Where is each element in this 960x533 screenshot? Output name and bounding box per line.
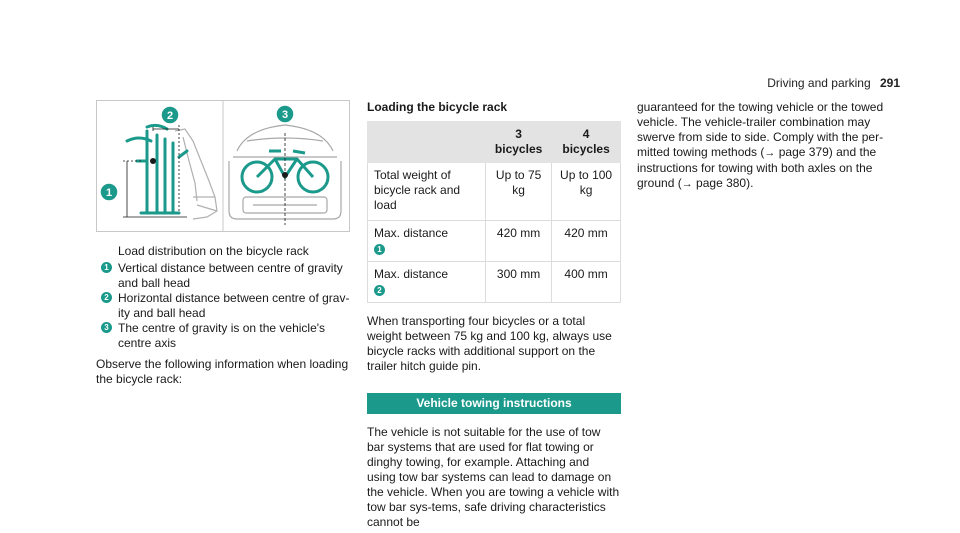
loading-table xyxy=(367,121,621,303)
value-4-bicycles: 400 mm xyxy=(552,262,621,303)
table-header-row xyxy=(368,122,621,163)
running-header xyxy=(767,76,900,90)
table-header-blank xyxy=(368,122,486,163)
bicycle-rack-figure xyxy=(96,100,350,232)
value-3-bicycles: Up to 75 kg xyxy=(486,163,552,221)
figure-legend xyxy=(96,261,350,351)
four-bicycles-note: When transporting four bicycles or a total weight between 75 kg and 100 kg, always use bicycle racks with additional support on the trailer hitch guide pin. xyxy=(367,314,612,373)
table-header-4-bicycles: 4 bicycles xyxy=(552,122,621,163)
svg-text:3: 3 xyxy=(281,109,289,121)
legend-text: Horizontal distance between centre of grav-ity and ball head xyxy=(118,291,350,320)
marker-2 xyxy=(161,106,179,124)
value-4-bicycles: 420 mm xyxy=(552,221,621,262)
value-4-bicycles: Up to 100 kg xyxy=(552,163,621,221)
left-column xyxy=(96,100,350,387)
row-label: Max. distance 2 xyxy=(368,262,486,303)
table-row xyxy=(368,221,621,262)
value-3-bicycles: 300 mm xyxy=(486,262,552,303)
section-body: The vehicle is not suitable for the use of tow bar systems that are used for flat towing or dinghy towing, for example. Attaching and using tow bar systems can lead to damage on the vehicle. When you are towing a vehicle with tow bar sys-tems, safe driving characteristics cannot be xyxy=(367,425,620,529)
legend-item xyxy=(96,321,350,351)
legend-badge-3: 3 xyxy=(101,322,112,333)
figure-caption: Load distribution on the bicycle rack xyxy=(118,244,309,258)
table-header-3-bicycles: 3 bicycles xyxy=(486,122,552,163)
row-label: Max. distance 1 xyxy=(368,221,486,262)
observe-text: Observe the following information when loading the bicycle rack: xyxy=(96,357,349,386)
value-3-bicycles: 420 mm xyxy=(486,221,552,262)
page-ref-379[interactable]: page 379 xyxy=(778,145,829,159)
right-column xyxy=(637,100,891,192)
towing-continuation: guaranteed for the towing vehicle or the towed vehicle. The vehicle-trailer combination may swerve from side to side. Comply with the per-mitted towing methods (→ page 379) and the instructions for towing with both axles on the ground (→ page 380). xyxy=(637,100,884,190)
arrow-icon: → xyxy=(681,178,693,190)
legend-item xyxy=(96,261,350,291)
row-label: Total weight of bicycle rack and load xyxy=(368,163,486,221)
legend-text: The centre of gravity is on the vehicle's centre axis xyxy=(118,321,326,350)
middle-column xyxy=(367,100,621,530)
svg-text:1: 1 xyxy=(105,187,113,199)
legend-badge-1: 1 xyxy=(101,262,112,273)
page-ref-380[interactable]: page 380 xyxy=(696,176,747,190)
page-number: 291 xyxy=(879,76,900,90)
legend-badge-2: 2 xyxy=(101,292,112,303)
arrow-icon: → xyxy=(764,147,776,159)
marker-3 xyxy=(276,105,294,123)
table-row xyxy=(368,163,621,221)
bicycle-rack-illustration xyxy=(97,101,349,231)
section-heading: Vehicle towing instructions xyxy=(367,393,621,414)
legend-item xyxy=(96,291,350,321)
section-name: Driving and parking xyxy=(767,76,871,90)
svg-text:2: 2 xyxy=(166,110,174,122)
legend-text: Vertical distance between centre of gravity and ball head xyxy=(118,261,343,290)
row-badge-1: 1 xyxy=(374,244,385,255)
marker-1 xyxy=(100,183,118,201)
table-title: Loading the bicycle rack xyxy=(367,100,508,114)
row-badge-2: 2 xyxy=(374,285,385,296)
table-row xyxy=(368,262,621,303)
